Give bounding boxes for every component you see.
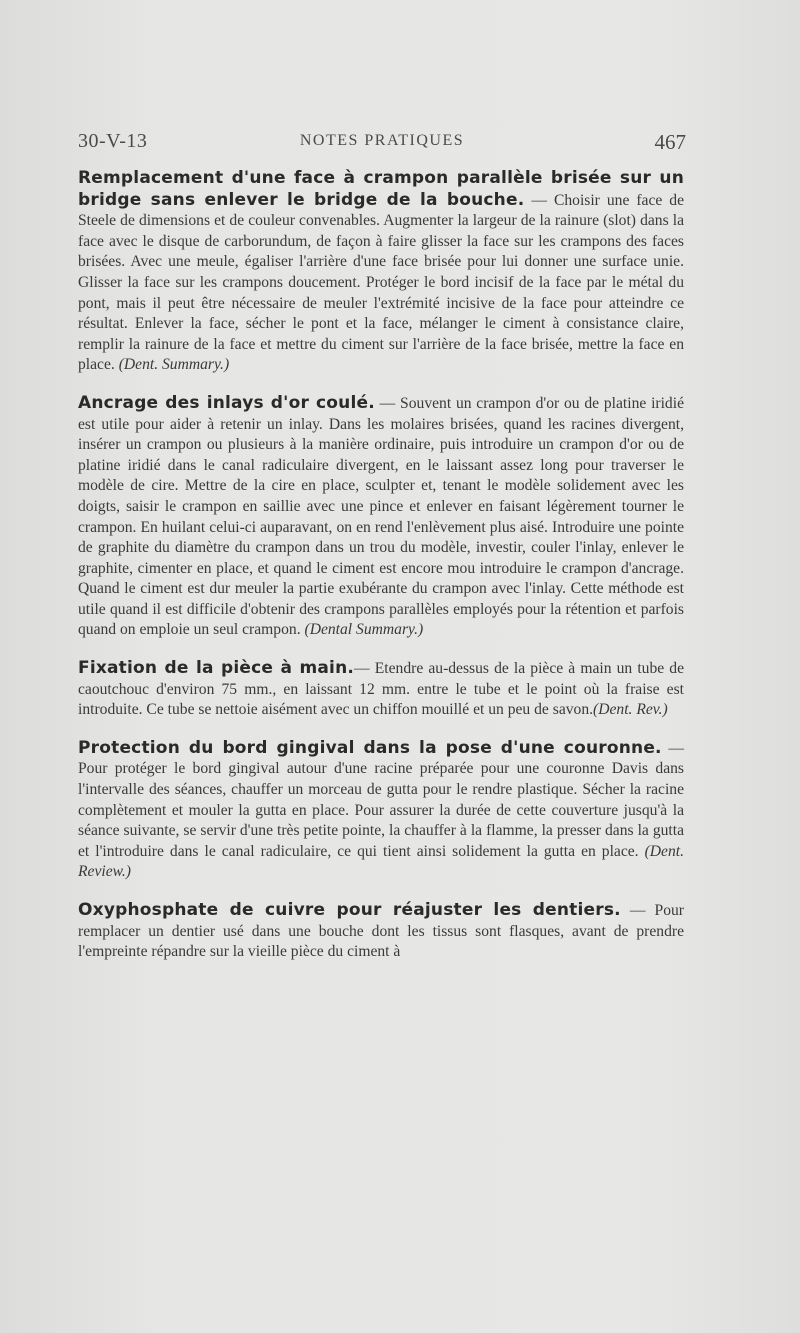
date-code: 30-V-13 bbox=[78, 130, 148, 152]
section-heading: Remplacement d'une face à crampon parallèle brisée sur un bridge sans enlever le bridge de la bouche. bbox=[78, 168, 684, 210]
source-citation: (Dent. Review.) bbox=[78, 842, 684, 881]
running-header bbox=[78, 130, 686, 160]
section-oxyphosphate bbox=[78, 900, 684, 963]
section-ancrage-inlays bbox=[78, 393, 684, 641]
section-text: — Souvent un crampon d'or ou de platine iridié est utile pour aider à retenir un inlay. Dans les molaires brisées, quand les racines divergent, insérer un crampon ou plusieurs à la manière ordinaire, puis introduire un crampon d'or ou de platine iridié dans le canal radiculaire divergent, en le laissant assez long pour traverser le modèle de cire. Mettre de la cire en place, sculpter et, tenant le modèle solidement avec les doigts, saisir le crampon en saillie avec une pince et enlever en faisant légèrement tourner le crampon. En huilant celui-ci auparavant, on en rend l'enlèvement plus aisé. Introduire une pointe de graphite du diamètre du crampon dans un trou du modèle, investir, couler l'inlay, enlever le graphite, cimenter en place, et quand le ciment est encore mou introduire le crampon d'ancrage. Quand le ciment est dur meuler la partie exubérante du crampon avec l'inlay. Cette méthode est utile quand il est difficile d'obtenir des crampons parallèles employés pour la rétention et parfois quand on emploie un seul crampon. bbox=[78, 394, 684, 639]
source-citation: (Dent. Rev.) bbox=[593, 701, 668, 719]
section-crampon-bridge bbox=[78, 168, 684, 376]
section-fixation-piece bbox=[78, 658, 684, 721]
section-text: — Pour remplacer un dentier usé dans une bouche dont les tissus sont flasques, avant de prendre l'empreinte répandre sur la vieille pièce du ciment à bbox=[78, 902, 684, 961]
running-title: NOTES PRATIQUES bbox=[299, 132, 465, 149]
section-heading: Protection du bord gingival dans la pose d'une couronne. bbox=[78, 737, 662, 758]
section-heading: Oxyphosphate de cuivre pour réajuster les dentiers. bbox=[78, 900, 621, 920]
section-text: — Choisir une face de Steele de dimensions et de couleur convenables. Augmenter la largeur de la rainure (slot) dans la face avec le disque de carborundum, de façon à faire glisser la face sur les crampons des faces brisées. Avec une meule, égaliser l'arrière d'une face brisée pour lui donner une surface unie. Glisser la face sur les crampons doucement. Protéger le bord incisif de la face par le métal du pont, mais il peut être nécessaire de meuler l'extrémité incisive de la face pour atteindre ce résultat. Enlever la face, sécher le pont et la face, mélanger le ciment à consistance claire, remplir la rainure de la face et mettre du ciment sur l'arrière de la face brisée, mettre la face en place. bbox=[78, 191, 685, 374]
page-number: 467 bbox=[654, 130, 686, 154]
section-protection-gingival bbox=[78, 738, 684, 883]
source-citation: (Dental Summary.) bbox=[304, 621, 424, 639]
section-heading: Fixation de la pièce à main. bbox=[78, 658, 355, 679]
source-citation: (Dent. Summary.) bbox=[118, 356, 230, 374]
page-body bbox=[78, 168, 684, 980]
section-text: — Pour protéger le bord gingival autour d'une racine préparée pour une couronne Davis dans l'intervalle des séances, chauffer un morceau de gutta pour le rendre plastique. Sécher la racine complètement et mouler la gutta en place. Pour assurer la durée de cette couverture jusqu'à la séance suivante, se servir d'une très petite pointe, la chauffer à la flamme, la presser dans la gutta et l'introduire dans le canal radiculaire, ce qui tient ainsi solidement la gutta en place. bbox=[78, 739, 684, 860]
section-text: — Etendre au-dessus de la pièce à main un tube de caoutchouc d'environ 75 mm., en laissant 12 mm. entre le tube et le point où la fraise est introduite. Ce tube se nettoie aisément avec un chiffon mouillé et un peu de savon. bbox=[78, 660, 684, 719]
section-heading: Ancrage des inlays d'or coulé. bbox=[78, 392, 375, 413]
